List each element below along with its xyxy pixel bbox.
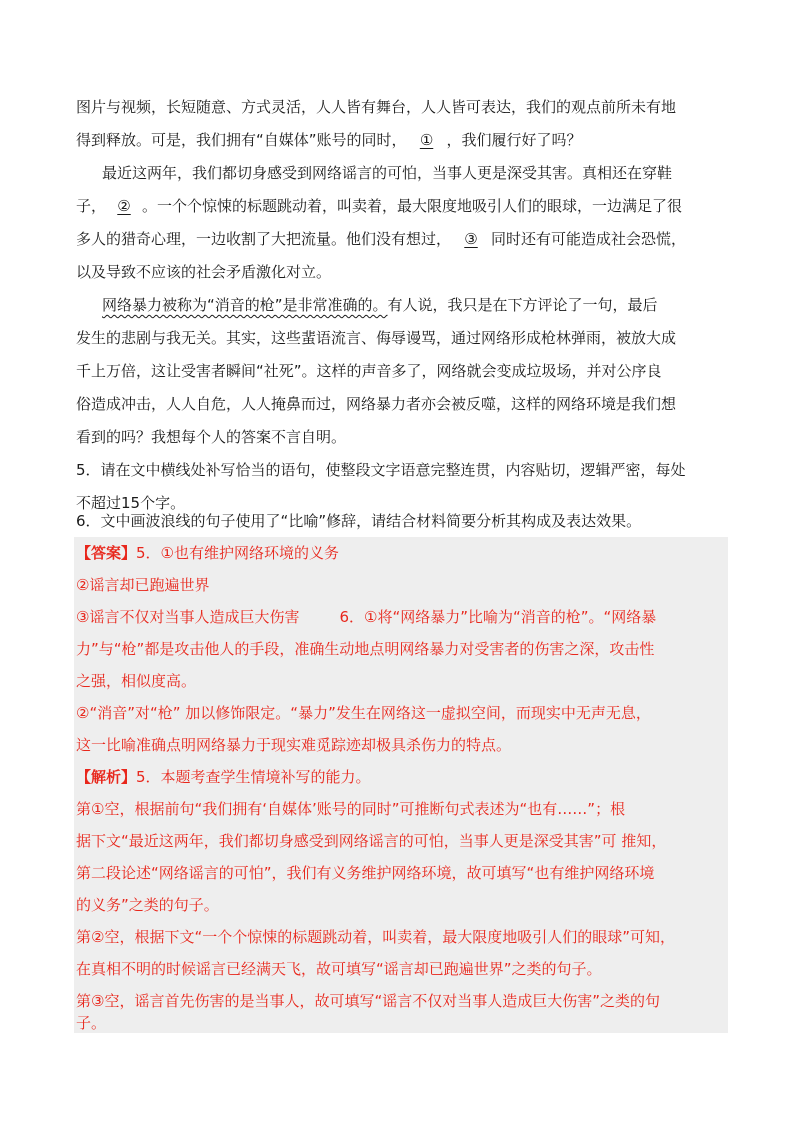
passage-text: 多人的猎奇心理，一边收割了大把流量。他们没有想过， xyxy=(76,230,452,248)
analysis-text: 5．本题考查学生情境补写的能力。 xyxy=(136,768,371,786)
analysis-line-2: 第①空，根据前句“我们拥有‘自媒体’账号的同时”可推断句式表述为“也有……”；根 xyxy=(76,800,626,818)
analysis-line-5: 的义务”之类的句子。 xyxy=(76,896,219,914)
answer-line-7: 这一比喻准确点明网络暴力于现实难觅踪迹却极具杀伤力的特点。 xyxy=(76,736,512,754)
answer-line-1 xyxy=(76,538,726,568)
analysis-line-4: 第二段论述“网络谣言的可怕”，我们有义务维护网络环境，故可填写“也有维护网络环境 xyxy=(76,864,655,882)
question-6: 6．文中画波浪线的句子使用了“比喻”修辞，请结合材料简要分析其构成及表达效果。 xyxy=(76,512,642,530)
passage-line-4 xyxy=(76,191,726,221)
analysis-line-3: 据下文“最近这两年，我们都切身感受到网络谣言的可怕，当事人更是深受其害”可 推知， xyxy=(76,832,667,850)
passage-text: 同时还有可能造成社会恐慌， xyxy=(491,230,687,248)
passage-line-1: 图片与视频，长短随意、方式灵活，人人皆有舞台，人人皆可表达，我们的观点前所未有地 xyxy=(76,98,677,116)
passage-text: 得到释放。可是，我们拥有“自媒体”账号的同时， xyxy=(76,131,407,149)
analysis-line-9: 子。 xyxy=(76,1014,107,1032)
passage-line-10: 俗造成冲击，人人自危，人人掩鼻而过，网络暴力者亦会被反噬，这样的网络环境是我们想 xyxy=(76,395,677,413)
passage-line-8: 发生的悲剧与我无关。其实，这些蜚语流言、侮辱谩骂，通过网络形成枪林弹雨，被放大成 xyxy=(76,329,677,347)
passage-line-5 xyxy=(76,224,726,254)
answer-line-4: 力”与“枪”都是攻击他人的手段，准确生动地点明网络暴力对受害者的伤害之深，攻击性 xyxy=(76,640,655,658)
passage-line-6: 以及导致不应该的社会矛盾激化对立。 xyxy=(76,263,332,281)
analysis-label: 【解析】 xyxy=(76,768,137,786)
blank-3: ③ xyxy=(464,230,478,248)
answer-line-3 xyxy=(76,602,726,632)
wavy-underlined-sentence: 网络暴力被称为“消音的枪”是非常准确的。 xyxy=(102,296,388,314)
answer-text: ③谣言不仅对当事人造成巨大伤害 xyxy=(76,608,300,626)
passage-text: ，我们履行好了吗？ xyxy=(446,131,582,149)
passage-text: 子， xyxy=(76,197,107,215)
analysis-line-6: 第②空，根据下文“一个个惊悚的标题跳动着，叫卖着，最大限度地吸引人们的眼球”可知， xyxy=(76,928,675,946)
answer-label: 【答案】 xyxy=(76,544,137,562)
question-5-line-2: 不超过15个字。 xyxy=(76,494,186,512)
analysis-line-8: 第③空，谣言首先伤害的是当事人，故可填写“谣言不仅对当事人造成巨大伤害”之类的句 xyxy=(76,992,660,1010)
passage-line-11: 看到的吗？我想每个人的答案不言自明。 xyxy=(76,428,347,446)
blank-1: ① xyxy=(419,131,434,149)
question-5-line-1: 5．请在文中横线处补写恰当的语句，使整段文字语意完整连贯，内容贴切，逻辑严密，每处 xyxy=(76,461,686,479)
answer-text: 6．①将“网络暴力”比喻为“消音的枪”。“网络暴 xyxy=(339,608,657,626)
passage-line-7 xyxy=(102,290,726,320)
passage-text: 有人说，我只是在下方评论了一句，最后 xyxy=(387,296,658,314)
answer-line-6: ②“消音”对“枪” 加以修饰限定。“暴力”发生在网络这一虚拟空间，而现实中无声无息， xyxy=(76,704,651,722)
blank-2: ② xyxy=(117,197,131,215)
analysis-line-1 xyxy=(76,762,726,792)
passage-line-9: 千上万倍，这让受害者瞬间“社死”。这样的声音多了，网络就会变成垃圾场，并对公序良 xyxy=(76,362,662,380)
passage-line-3: 最近这两年，我们都切身感受到网络谣言的可怕，当事人更是深受其害。真相还在穿鞋 xyxy=(102,164,673,182)
answer-line-5: 之强，相似度高。 xyxy=(76,672,197,690)
passage-line-2 xyxy=(76,125,726,155)
answer-line-2: ②谣言却已跑遍世界 xyxy=(76,576,210,594)
passage-text: 。一个个惊悚的标题跳动着，叫卖着，最大限度地吸引人们的眼球，一边满足了很 xyxy=(142,197,683,215)
analysis-line-7: 在真相不明的时候谣言已经满天飞，故可填写“谣言却已跑遍世界”之类的句子。 xyxy=(76,960,602,978)
answer-text: 5．①也有维护网络环境的义务 xyxy=(136,544,340,562)
